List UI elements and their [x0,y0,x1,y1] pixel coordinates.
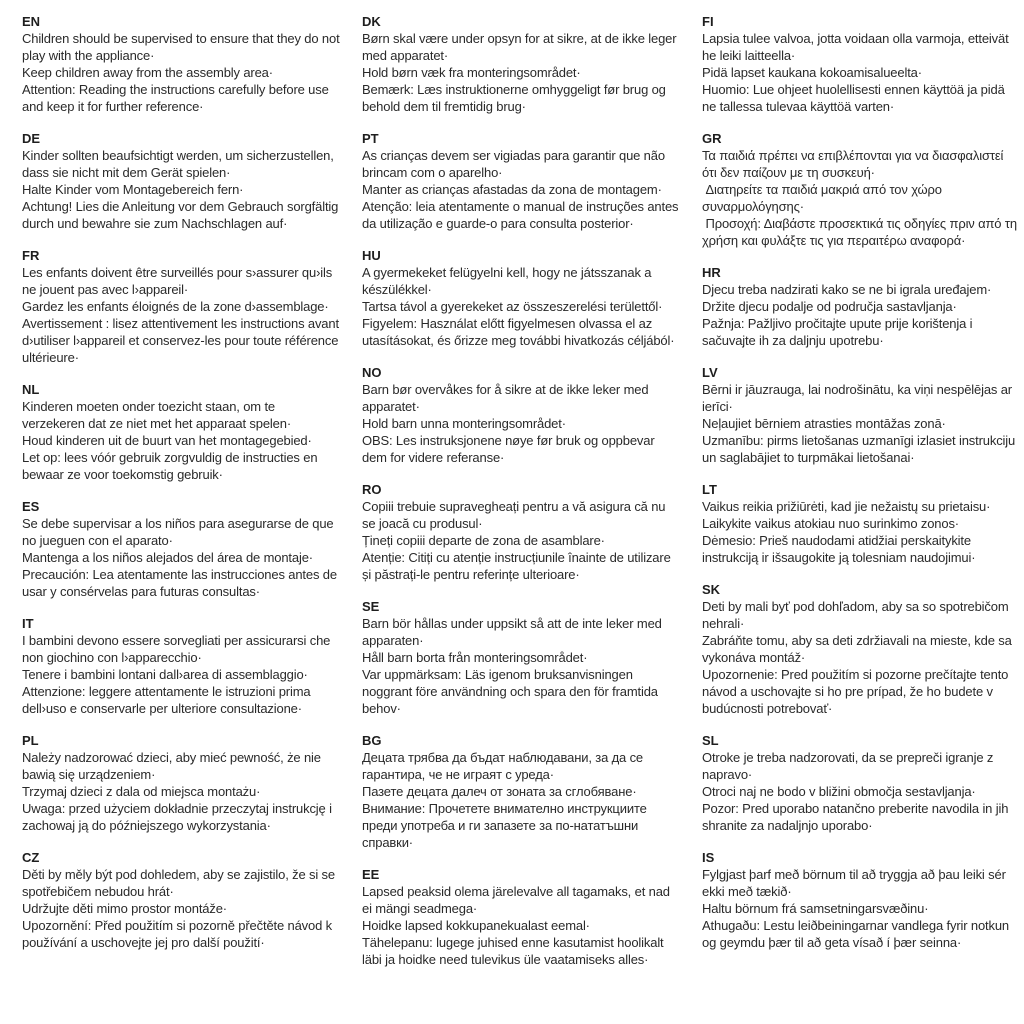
instruction-sentence: Atenție: Citiți cu atenție instrucțiunile înainte de utilizare și păstrați-le pentru referințe ulterioare· [362,550,675,582]
instruction-sentence: Hoidke lapsed kokkupanekualast eemal· [362,918,590,933]
language-section [362,732,680,851]
instruction-sentence: Τα παιδιά πρέπει να επιβλέπονται για να διασφαλιστεί ότι δεν παίζουν με τη συσκευή· [702,148,1007,180]
instruction-sentence: Copiii trebuie supravegheați pentru a vă asigura că nu se joacă cu produsul· [362,499,669,531]
language-section [702,364,1020,466]
instruction-sentence: Uzmanību: pirms lietošanas uzmanīgi izlasiet instrukciju un saglabājiet to turpmākai lietošanai· [702,433,1019,465]
language-section [702,849,1020,951]
language-code-label: FR [22,248,40,263]
language-code-label: CZ [22,850,40,865]
instruction-sentence: Zabráňte tomu, aby sa deti zdržiavali na mieste, kde sa vykonáva montáž· [702,633,1016,665]
instruction-sentence: Vaikus reikia prižiūrėti, kad jie nežaistų su prietaisu· [702,499,991,514]
instruction-sentence: I bambini devono essere sorvegliati per assicurarsi che non giochino con l›apparecchio· [22,633,334,665]
language-code-label: EN [22,14,41,29]
instruction-sentence: Držite djecu podalje od područja sastavljanja· [702,299,957,314]
language-code-label: FI [702,14,714,29]
language-section [702,732,1020,834]
instruction-sentence: Haltu börnum frá samsetningarsvæðinu· [702,901,929,916]
instruction-sentence: Athugaðu: Lestu leiðbeiningarnar vandlega fyrir notkun og geymdu þær til að geta vísað í þær seinna· [702,918,1013,950]
instruction-sentence: Lapsia tulee valvoa, jotta voidaan olla varmoja, etteivät he leiki laitteella· [702,31,1012,63]
instruction-sentence: Children should be supervised to ensure that they do not play with the appliance· [22,31,344,63]
instruction-sentence: Achtung! Lies die Anleitung vor dem Gebrauch sorgfältig durch und bewahre sie zum Nachschlagen auf· [22,199,342,231]
language-section [702,481,1020,566]
language-code-label: NO [362,365,382,380]
instruction-sentence: Udržujte děti mimo prostor montáže· [22,901,227,916]
instruction-sentence: Țineți copiii departe de zona de asamblare· [362,533,605,548]
language-section [362,364,680,466]
instruction-sentence: Děti by měly být pod dohledem, aby se zajistilo, že si se spotřebičem nebudou hrát· [22,867,339,899]
instruction-sentence: Barn bør overvåkes for å sikre at de ikke leker med apparatet· [362,382,652,414]
instruction-sentence: Mantenga a los niños alejados del área de montaje· [22,550,313,565]
language-section [362,866,680,968]
instruction-sentence: Børn skal være under opsyn for at sikre, at de ikke leger med apparatet· [362,31,680,63]
instruction-sentence: Пазете децата далеч от зоната за сглобяване· [362,784,637,799]
language-section [362,13,680,115]
instruction-sentence: Attenzione: leggere attentamente le istruzioni prima dell›uso e conservarle per ulteriore consultazione· [22,684,314,716]
column-left [22,13,344,1014]
instruction-sentence: Figyelem: Használat előtt figyelmesen olvassa el az utasításokat, és őrizze meg további hivatkozás céljából· [362,316,675,348]
language-section [362,247,680,349]
instruction-sentence: Precaución: Lea atentamente las instrucciones antes de usar y consérvelas para futuras consultas· [22,567,341,599]
instruction-sentence: Pažnja: Pažljivo pročitajte upute prije korištenja i sačuvajte ih za daljnju upotrebu· [702,316,976,348]
language-section [22,498,340,600]
language-code-label: GR [702,131,722,146]
instruction-sentence: Laikykite vaikus atokiau nuo surinkimo zonos· [702,516,959,531]
language-code-label: NL [22,382,40,397]
language-code-label: IS [702,850,715,865]
language-section [362,481,680,583]
instruction-sentence: Otroke je treba nadzorovati, da se prepreči igranje z napravo· [702,750,997,782]
instruction-sentence: Keep children away from the assembly area· [22,65,273,80]
instruction-sentence: Trzymaj dzieci z dala od miejsca montażu· [22,784,261,799]
instruction-sentence: Pozor: Pred uporabo natančno preberite navodila in jih shranite za nadaljnjo uporabo· [702,801,1012,833]
language-section [22,849,340,951]
language-code-label: SE [362,599,380,614]
language-code-label: EE [362,867,380,882]
language-code-label: BG [362,733,382,748]
instruction-sentence: Kinder sollten beaufsichtigt werden, um sicherzustellen, dass sie nicht mit dem Gerät spielen· [22,148,338,180]
instruction-sentence: Var uppmärksam: Läs igenom bruksanvisningen noggrant före användning och spara den för framtida behov· [362,667,662,716]
language-section [702,264,1020,349]
language-code-label: DK [362,14,381,29]
instruction-sentence: As crianças devem ser vigiadas para garantir que não brincam com o aparelho· [362,148,669,180]
instruction-sentence: Tenere i bambini lontani dall›area di assemblaggio· [22,667,308,682]
instruction-sentence: Hold barn unna monteringsområdet· [362,416,566,431]
language-section [362,598,680,717]
instruction-sentence: Huomio: Lue ohjeet huolellisesti ennen käyttöä ja pidä ne tallessa tulevaa käyttöä varten· [702,82,1009,114]
instruction-sentence: Se debe supervisar a los niños para asegurarse de que no jueguen con el aparato· [22,516,337,548]
language-code-label: PL [22,733,39,748]
instruction-sentence: Tartsa távol a gyerekeket az összeszerelési területtől· [362,299,663,314]
column-right [702,13,1020,1014]
instruction-sentence: Manter as crianças afastadas da zona de montagem· [362,182,662,197]
instruction-sentence: Djecu treba nadzirati kako se ne bi igrala uređajem· [702,282,992,297]
language-section [702,581,1020,717]
instruction-sentence: Fylgjast þarf með börnum til að tryggja að þau leiki sér ekki með tækið· [702,867,1010,899]
instruction-sentence: Внимание: Прочетете внимателно инструкциите преди употреба и ги запазете за по-нататъшни справки· [362,801,651,850]
instruction-sentence: Kinderen moeten onder toezicht staan, om te verzekeren dat ze niet met het apparaat spelen· [22,399,292,431]
language-code-label: HR [702,265,721,280]
instruction-sentence: Attention: Reading the instructions carefully before use and keep it for further reference· [22,82,333,114]
language-section [22,381,340,483]
instruction-sentence: Lapsed peaksid olema järelevalve all tagamaks, et nad ei mängi seadmega· [362,884,674,916]
instruction-sentence: Upozornenie: Pred použitím si pozorne prečítajte tento návod a uschovajte si ho pre prípad, že ho budete v budúcnosti potrebovať· [702,667,1012,716]
language-code-label: ES [22,499,40,514]
instruction-sentence: Otroci naj ne bodo v bližini območja sestavljanja· [702,784,976,799]
language-code-label: LV [702,365,718,380]
instruction-sentence: OBS: Les instruksjonene nøye før bruk og oppbevar dem for videre referanse· [362,433,658,465]
language-code-label: LT [702,482,717,497]
instruction-sentence: Tähelepanu: lugege juhised enne kasutamist hoolikalt läbi ja hoidke need tulevikus üle vaatamiseks alles· [362,935,667,967]
instruction-sentence: Uwaga: przed użyciem dokładnie przeczytaj instrukcję i zachowaj ją do późniejszego wykorzystania· [22,801,336,833]
instruction-sentence: Upozornění: Před použitím si pozorně přečtěte návod k používání a uschovejte jej pro další použití· [22,918,336,950]
language-section [22,13,344,115]
language-section [362,130,680,232]
instruction-sentence: Gardez les enfants éloignés de la zone d›assemblage· [22,299,329,314]
instruction-sentence: Atenção: leia atentamente o manual de instruções antes da utilização e guarde-o para consulta posterior· [362,199,682,231]
instruction-sentence: Barn bör hållas under uppsikt så att de inte leker med apparaten· [362,616,666,648]
language-code-label: RO [362,482,382,497]
instruction-sentence: Pidä lapset kaukana kokoamisalueelta· [702,65,922,80]
instruction-sentence: Halte Kinder vom Montagebereich fern· [22,182,244,197]
instruction-sentence: Децата трябва да бъдат наблюдавани, за да се гарантира, че не играят с уреда· [362,750,647,782]
language-code-label: SK [702,582,721,597]
language-code-label: PT [362,131,379,146]
language-section [702,13,1020,115]
instruction-sentence: Dėmesio: Prieš naudodami atidžiai perskaitykite instrukciją ir išsaugokite ją tolesniam naudojimui· [702,533,976,565]
language-section [22,615,340,717]
instruction-sentence: Avertissement : lisez attentivement les instructions avant d›utiliser l›appareil et conservez-les pour toute référence ultérieure· [22,316,343,365]
language-code-label: SL [702,733,719,748]
instruction-sentence: Hold børn væk fra monteringsområdet· [362,65,581,80]
instruction-sentence: Let op: lees vóór gebruik zorgvuldig de instructies en bewaar ze voor toekomstig gebruik· [22,450,321,482]
language-code-label: HU [362,248,381,263]
instruction-sentence: Neļaujiet bērniem atrasties montāžas zonā· [702,416,946,431]
instruction-sentence: Håll barn borta från monteringsområdet· [362,650,588,665]
language-section [22,732,340,834]
language-section [22,130,340,232]
instruction-sentence: Należy nadzorować dzieci, aby mieć pewność, że nie bawią się urządzeniem· [22,750,325,782]
language-section [22,247,343,366]
instruction-sentence: Les enfants doivent être surveillés pour s›assurer qu›ils ne jouent pas avec l›appareil· [22,265,336,297]
instruction-sentence: Προσοχή: Διαβάστε προσεκτικά τις οδηγίες πριν από τη χρήση και φυλάξτε τις για περαιτέρω αναφορά· [702,216,1021,248]
language-section [702,130,1020,249]
column-middle [362,13,680,1014]
instruction-sentence: Διατηρείτε τα παιδιά μακριά από τον χώρο συναρμολόγησης· [702,182,946,214]
instruction-sentence: Deti by mali byť pod dohľadom, aby sa so spotrebičom nehrali· [702,599,1012,631]
instruction-sentence: Bērni ir jāuzrauga, lai nodrošinātu, ka viņi nespēlējas ar ierīci· [702,382,1016,414]
instruction-sentence: Bemærk: Læs instruktionerne omhyggeligt før brug og behold dem til fremtidig brug· [362,82,670,114]
instruction-sentence: Houd kinderen uit de buurt van het montagegebied· [22,433,312,448]
language-code-label: IT [22,616,34,631]
instruction-sentence: A gyermekeket felügyelni kell, hogy ne játsszanak a készülékkel· [362,265,655,297]
language-code-label: DE [22,131,41,146]
